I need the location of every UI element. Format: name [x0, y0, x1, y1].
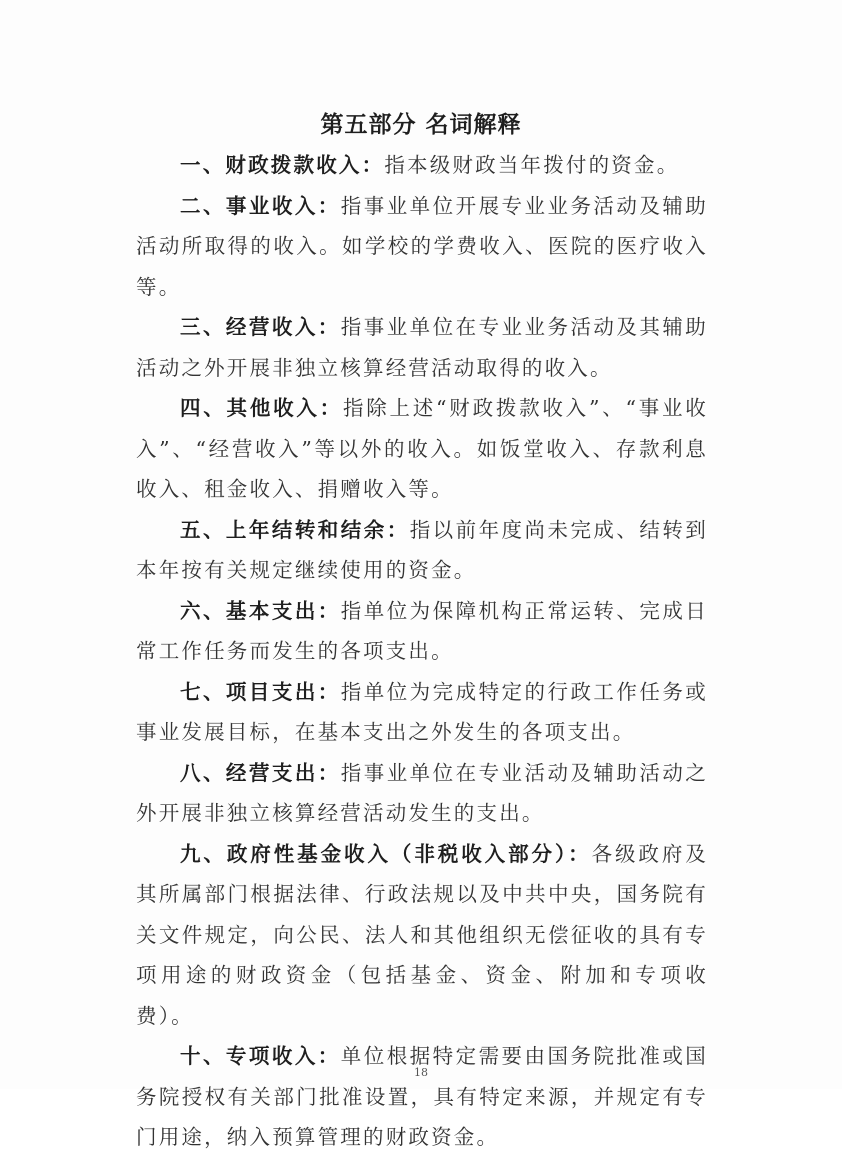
- definition-text: 指事业单位在专业活动及辅助活动之外开展非独立核算经营活动发生的支出。: [136, 760, 708, 825]
- definition-term: 二、事业收入：: [180, 193, 341, 218]
- definition-text: 指事业单位开展专业业务活动及辅助活动所取得的收入。如学校的学费收入、医院的医疗收入等。: [136, 193, 708, 299]
- definition-item: [136, 834, 708, 1037]
- definition-term: 三、经营收入：: [180, 315, 341, 339]
- definition-text: 指以前年度尚未完成、结转到本年按有关规定继续使用的资金。: [136, 517, 708, 582]
- definition-text: 指事业单位在专业业务活动及其辅助活动之外开展非独立核算经营活动取得的收入。: [136, 315, 708, 380]
- definition-text: 指单位为完成特定的行政工作任务或事业发展目标，在基本支出之外发生的各项支出。: [136, 679, 708, 744]
- definition-text: 指单位为保障机构正常运转、完成日常工作任务而发生的各项支出。: [136, 598, 708, 663]
- definition-item: [136, 672, 708, 753]
- definition-term: 七、项目支出：: [180, 679, 341, 704]
- definition-term: 九、政府性基金收入（非税收入部分）：: [180, 841, 592, 866]
- definition-item: [136, 510, 708, 591]
- definition-item: [136, 388, 708, 510]
- definition-term: 一、财政拨款收入：: [180, 153, 385, 177]
- definition-term: 八、经营支出：: [180, 760, 341, 785]
- definition-item: [136, 186, 708, 308]
- page-title: 第五部分 名词解释: [320, 111, 522, 138]
- definition-item: [136, 1036, 708, 1158]
- page-number: 18: [414, 1066, 428, 1079]
- definition-item: [136, 145, 708, 186]
- definition-item: [136, 753, 708, 834]
- definitions-list: [136, 145, 708, 1158]
- definition-term: 五、上年结转和结余：: [180, 517, 410, 542]
- definition-term: 四、其他收入：: [180, 396, 343, 420]
- definition-text: 指本级财政当年拨付的资金。: [384, 153, 680, 177]
- definition-text: 各级政府及其所属部门根据法律、行政法规以及中共中央，国务院有关文件规定，向公民、法人和其他组织无偿征收的具有专项用途的财政资金（包括基金、资金、附加和专项收费）。: [136, 841, 708, 1028]
- definition-term: 六、基本支出：: [180, 598, 341, 623]
- definition-text: 单位根据特定需要由国务院批准或国务院授权有关部门批准设置，具有特定来源，并规定有专门用途，纳入预算管理的财政资金。: [136, 1044, 708, 1149]
- definition-text: 指除上述“财政拨款收入”、“事业收入”、“经营收入”等以外的收入。如饭堂收入、存款利息收入、租金收入、捐赠收入等。: [136, 396, 708, 501]
- definition-term: 十、专项收入：: [180, 1044, 341, 1068]
- definition-item: [136, 591, 708, 672]
- definition-item: [136, 307, 708, 388]
